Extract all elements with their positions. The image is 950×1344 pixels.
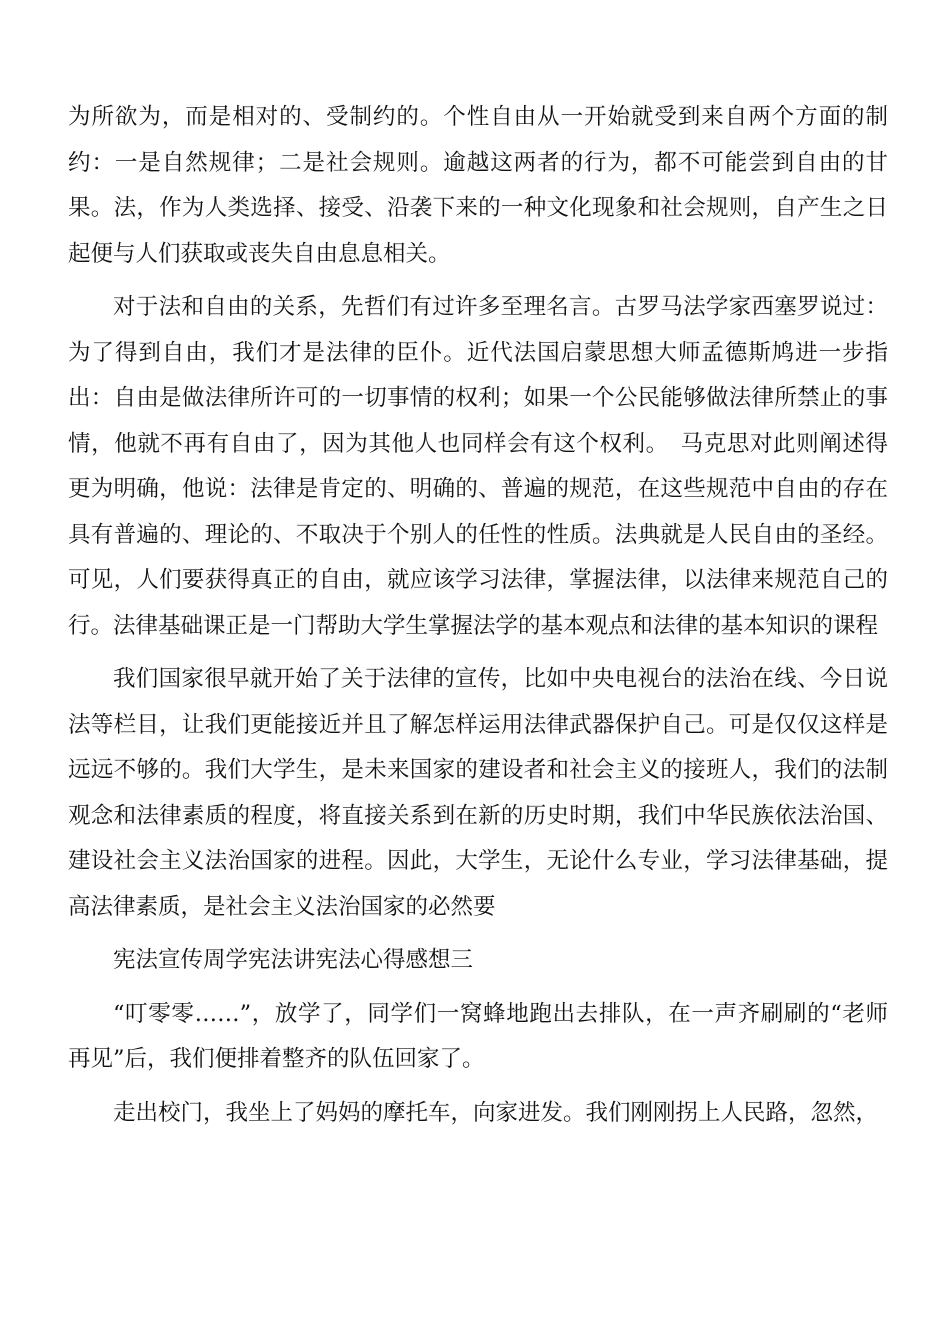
paragraph-3: 我们国家很早就开始了关于法律的宣传，比如中央电视台的法治在线、今日说法等栏目，让我们更能接近并且了解怎样运用法律武器保护自己。可是仅仅这样是远远不够的。我们大学生，是未来国家的建设者和社会主义的接班人，我们的法制观念和法律素质的程度，将直接关系到在新的历史时期，我们中华民族依法治国、建设社会主义法治国家的进程。因此，大学生，无论什么专业，学习法律基础，提高法律素质，是社会主义法治国家的必然要 xyxy=(68,666,888,920)
paragraph-2: 对于法和自由的关系，先哲们有过许多至理名言。古罗马法学家西塞罗说过：为了得到自由，我们才是法律的臣仆。近代法国启蒙思想大师孟德斯鸠进一步指出：自由是做法律所许可的一切事情的权利；如果一个公民能够做法律所禁止的事情，他就不再有自由了，因为其他人也同样会有这个权利。 马克思对此则阐述得更为明确，他说：法律是肯定的、明确的、普遍的规范，在这些规范中自由的存在具有普遍的、理论的、不取决于个别人的任性的性质。法典就是人民自由的圣经。可见，人们要获得真正的自由，就应该学习法律，掌握法律，以法律来规范自己的行。法律基础课正是一门帮助大学生掌握法学的基本观点和法律的基本知识的课程 xyxy=(68,294,888,639)
document-body xyxy=(68,95,888,1144)
paragraph-5: 走出校门，我坐上了妈妈的摩托车，向家进发。我们刚刚拐上人民路，忽然， xyxy=(113,1099,879,1126)
paragraph-4: “叮零零……”，放学了，同学们一窝蜂地跑出去排队，在一声齐刷刷的“老师再见”后，我们便排着整齐的队伍回家了。 xyxy=(68,1000,888,1072)
section-heading: 宪法宣传周学宪法讲宪法心得感想三 xyxy=(113,947,474,973)
paragraph-1: 为所欲为，而是相对的、受制约的。个性自由从一开始就受到来自两个方面的制约：一是自然规律；二是社会规则。逾越这两者的行为，都不可能尝到自由的甘果。法，作为人类选择、接受、沿袭下来的一种文化现象和社会规则，自产生之日起便与人们获取或丧失自由息息相关。 xyxy=(68,104,888,267)
